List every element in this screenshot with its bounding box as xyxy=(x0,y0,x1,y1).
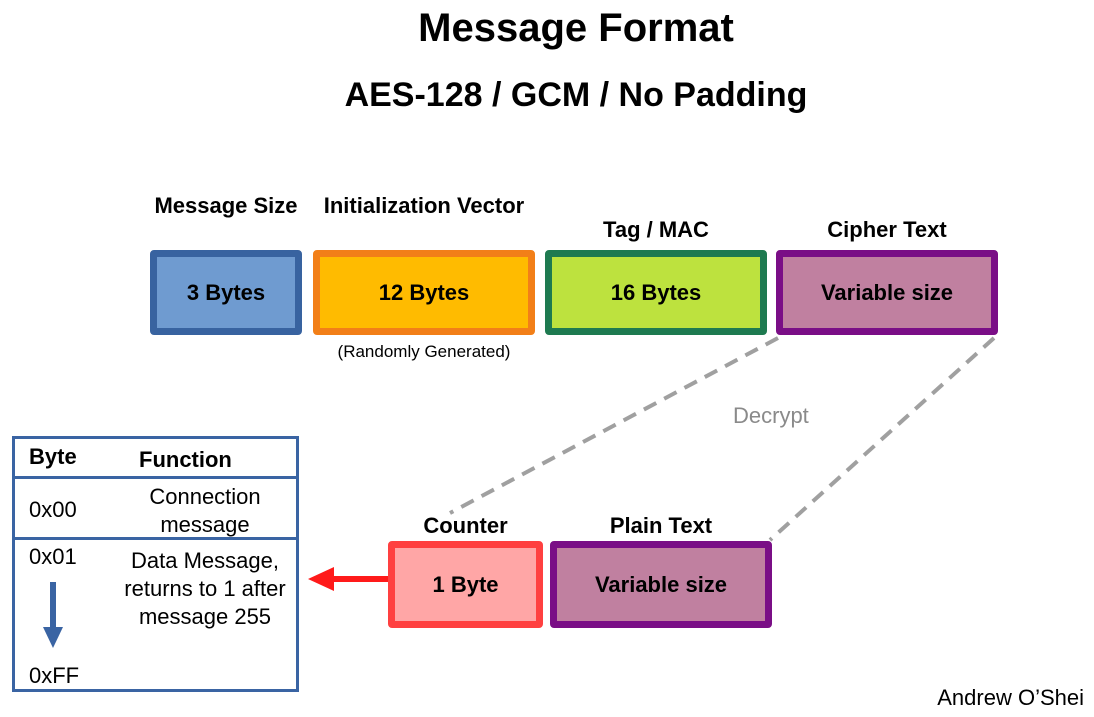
table-divider xyxy=(15,537,296,540)
diagram-title: Message Format xyxy=(418,6,734,50)
cipher-text-box: Variable size xyxy=(776,250,998,335)
counter-function-table xyxy=(12,436,299,692)
table-divider xyxy=(15,476,296,479)
table-row-byte-start: 0x01 xyxy=(29,544,77,569)
table-row-byte-end: 0xFF xyxy=(29,663,80,688)
message-size-box: 3 Bytes xyxy=(150,250,302,335)
decrypt-dashed-line-left xyxy=(450,338,778,513)
tag-mac-box: 16 Bytes xyxy=(545,250,767,335)
counter-label: Counter xyxy=(423,513,508,538)
red-arrow-head xyxy=(308,567,334,591)
iv-note: (Randomly Generated) xyxy=(337,342,511,361)
cipher-text-label: Cipher Text xyxy=(827,217,947,242)
table-header-byte: Byte xyxy=(29,444,77,469)
author-credit: Andrew O’Shei xyxy=(937,685,1084,710)
tag-mac-label: Tag / MAC xyxy=(603,217,709,242)
decrypt-label: Decrypt xyxy=(733,403,809,428)
plain-text-label: Plain Text xyxy=(609,513,713,538)
table-row-byte: 0x00 xyxy=(29,497,77,522)
plain-text-box: Variable size xyxy=(550,541,772,628)
message-size-label: Message Size xyxy=(154,193,298,218)
diagram-subtitle: AES-128 / GCM / No Padding xyxy=(344,76,808,114)
counter-box: 1 Byte xyxy=(388,541,543,628)
iv-label: Initialization Vector xyxy=(323,193,525,218)
table-header-function: Function xyxy=(139,447,232,472)
decrypt-dashed-line-right xyxy=(770,338,994,540)
iv-box: 12 Bytes xyxy=(313,250,535,335)
table-row-function: Data Message, returns to 1 after message 255 xyxy=(124,548,286,629)
table-row-function: Connection message xyxy=(149,484,261,537)
